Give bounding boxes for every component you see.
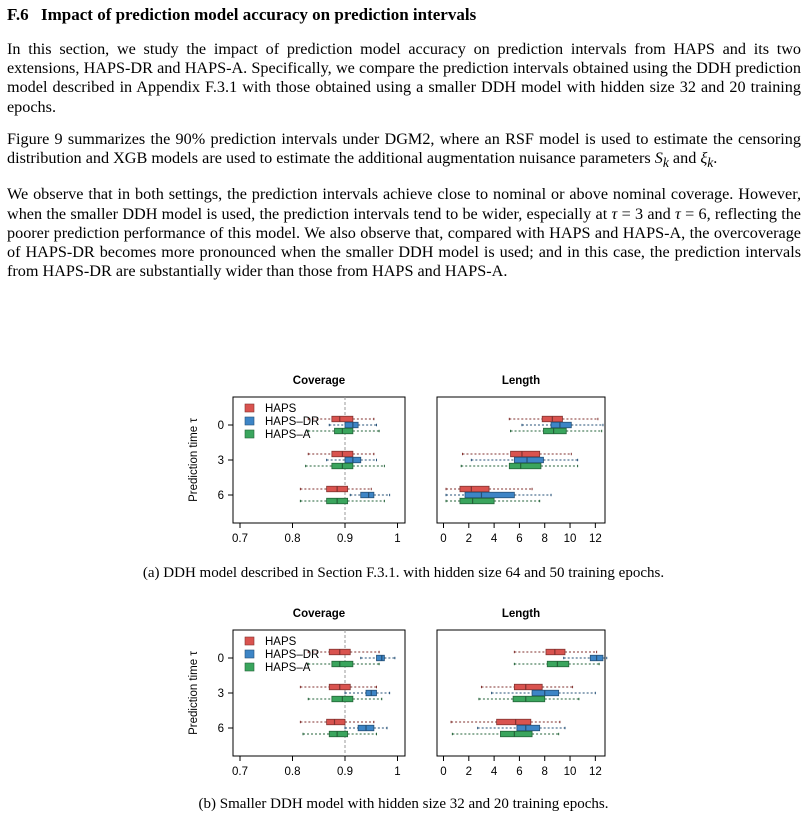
box-haps-a-tau-0: [547, 661, 569, 667]
paragraph-intro: In this section, we study the impact of prediction model accuracy on prediction intervals from HAPS and its two extensions, HAPS-DR and HAPS-A. Specifically, we compare the prediction intervals obtained using the DDH prediction model described in Appendix F.3.1 with those obtained using a smaller DDH model with hidden size 32 and 20 training epochs.: [7, 40, 801, 116]
box-haps-tau-6: [460, 486, 489, 492]
x-tick-label: 6: [516, 766, 523, 778]
figure-b: [0, 603, 807, 793]
legend-label: HAPS: [265, 636, 297, 648]
box-haps-tau-3: [511, 451, 540, 457]
x-tick-label: 4: [490, 533, 498, 545]
x-tick-label: 10: [563, 533, 577, 545]
x-tick-label: 0: [440, 766, 447, 778]
x-tick-label: 0.9: [337, 766, 353, 778]
y-tick-label: 3: [217, 455, 224, 467]
x-tick-label: 1: [394, 533, 401, 545]
box-haps-a-tau-6: [460, 498, 494, 504]
legend-label: HAPS: [265, 403, 297, 415]
x-tick-label: 1: [394, 766, 401, 778]
box-haps-a-tau-0: [335, 428, 353, 434]
paragraph-figure-summary: Figure 9 summarizes the 90% prediction intervals under DGM2, where an RSF model is used to estimate the censoring distribution and XGB models are used to estimate the additional augmentation nuisance parameters $S_k$ and $\xi_k$.: [7, 129, 801, 171]
chart-title: Coverage: [292, 608, 346, 620]
y-tick-label: 6: [217, 490, 224, 502]
paragraph-observations: We observe that in both settings, the prediction intervals achieve close to nominal or above nominal coverage. However, when the smaller DDH model is used, the prediction intervals tend to be wider, especially at τ = 3 and τ = 6, reflecting the poorer prediction performance of this model. We also observe that, compared with HAPS and HAPS-A, the overcoverage of HAPS-DR becomes more pronounced when the smaller DDH model is used; and in this case, the prediction intervals from HAPS-DR are substantially wider than those from HAPS and HAPS-A.: [7, 185, 801, 281]
chart-panel-coverage: [188, 608, 405, 778]
x-tick-label: 0.8: [284, 533, 301, 545]
box-haps-tau-3: [514, 684, 542, 690]
box-haps-dr-tau-6: [517, 725, 540, 731]
box-haps-a-tau-3: [513, 696, 545, 702]
x-tick-label: 2: [465, 533, 473, 545]
figure-b-caption: (b) Smaller DDH model with hidden size 32 and 20 training epochs.: [198, 796, 609, 812]
chart-title: Length: [501, 375, 541, 387]
x-tick-label: 2: [465, 766, 473, 778]
x-tick-label: 0: [440, 533, 447, 545]
chart-legend: [245, 403, 319, 441]
legend-swatch: [245, 417, 254, 425]
legend-label: HAPS–A: [265, 429, 311, 441]
box-haps-a-tau-0: [332, 661, 353, 667]
x-tick-label: 0.7: [232, 766, 248, 778]
legend-label: HAPS–A: [265, 662, 311, 674]
section-title: Impact of prediction model accuracy on prediction intervals: [41, 5, 477, 24]
y-tick-label: 6: [217, 723, 224, 735]
x-tick-label: 12: [588, 533, 602, 545]
document-body: [7, 0, 801, 281]
box-haps-dr-tau-3: [514, 457, 543, 463]
chart-panel-coverage: [188, 375, 405, 545]
x-tick-label: 6: [516, 533, 523, 545]
chart-legend: [245, 636, 319, 674]
x-tick-label: 0.8: [284, 766, 301, 778]
box-haps-dr-tau-6: [361, 492, 374, 498]
section-heading: [7, 4, 801, 26]
box-haps-a-tau-6: [329, 731, 347, 737]
box-haps-dr-tau-6: [465, 492, 514, 498]
box-haps-dr-tau-3: [532, 690, 559, 696]
box-haps-a-tau-3: [509, 463, 541, 469]
box-haps-a-tau-6: [500, 731, 532, 737]
figure-a-caption: (a) DDH model described in Section F.3.1. with hidden size 64 and 50 training epochs.: [142, 565, 665, 581]
legend-swatch: [245, 404, 254, 412]
box-haps-tau-0: [546, 649, 565, 655]
x-tick-label: 10: [563, 766, 577, 778]
box-haps-dr-tau-0: [551, 422, 571, 428]
x-tick-label: 8: [541, 533, 548, 545]
figure-a: [0, 370, 807, 560]
chart-title: Coverage: [292, 375, 346, 387]
box-haps-tau-6: [497, 719, 531, 725]
x-tick-label: 8: [541, 766, 548, 778]
x-tick-label: 0.7: [232, 533, 248, 545]
legend-label: HAPS–DR: [265, 416, 320, 428]
legend-swatch: [245, 663, 254, 671]
legend-swatch: [245, 430, 254, 438]
x-tick-label: 12: [588, 766, 602, 778]
box-haps-dr-tau-0: [345, 422, 358, 428]
chart-panel-length: [437, 375, 605, 545]
y-tick-label: 0: [217, 420, 224, 432]
chart-panel-length: [437, 608, 607, 778]
box-haps-a-tau-0: [543, 428, 566, 434]
chart-title: Length: [501, 608, 541, 620]
y-axis-label: Prediction time τ: [188, 651, 200, 735]
y-tick-label: 3: [217, 688, 224, 700]
box-haps-tau-0: [332, 416, 353, 422]
y-tick-label: 0: [217, 653, 224, 665]
x-tick-label: 4: [490, 766, 498, 778]
section-number: F.6: [7, 5, 29, 24]
legend-swatch: [245, 650, 254, 658]
box-haps-tau-6: [327, 719, 345, 725]
legend-swatch: [245, 637, 254, 645]
y-axis-label: Prediction time τ: [188, 418, 200, 502]
x-tick-label: 0.9: [337, 533, 353, 545]
legend-label: HAPS–DR: [265, 649, 320, 661]
box-haps-dr-tau-0: [377, 655, 385, 661]
